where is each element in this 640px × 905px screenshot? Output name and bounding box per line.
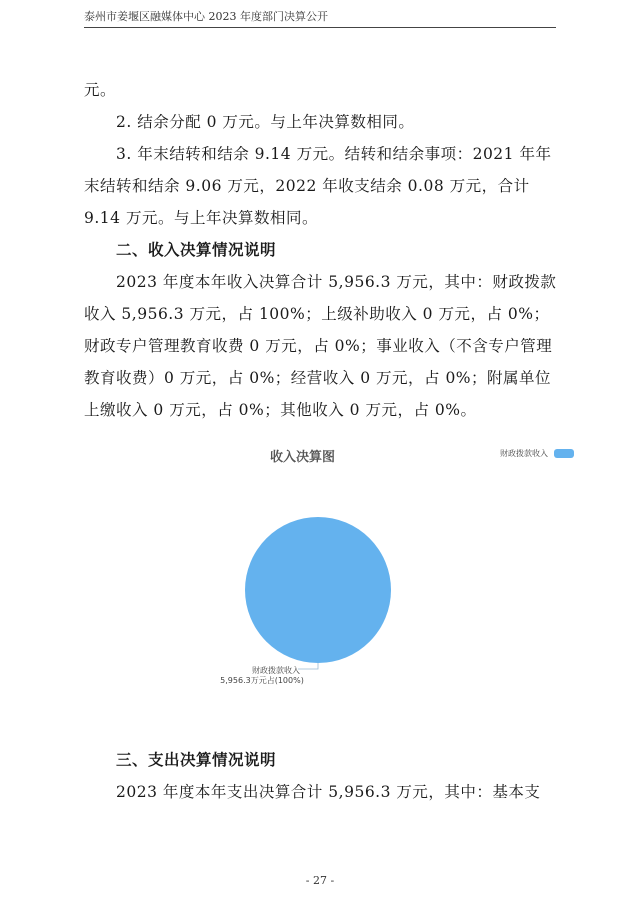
text-block-bottom xyxy=(84,744,557,808)
pie-data-label-name-0: 财政拨款收入 xyxy=(252,666,300,675)
page-number: - 27 - xyxy=(305,874,335,887)
legend-label: 财政拨款收入 xyxy=(500,449,548,458)
pie-slice-0 xyxy=(245,517,391,663)
paragraph-surplus-distribution: 2. 结余分配 0 万元。与上年决算数相同。 xyxy=(116,113,415,131)
pie-leader-line-0 xyxy=(298,663,318,669)
income-pie-chart xyxy=(84,438,584,698)
page-header: 泰州市姜堰区融媒体中心 2023 年度部门决算公开 xyxy=(84,8,556,28)
paragraph-year-end-balance: 3. 年末结转和结余 9.14 万元。结转和结余事项：2021 年年末结转和结余 9.06 万元，2022 年收支结余 0.08 万元，合计 9.14 万元。与上年决算数相同。 xyxy=(84,145,552,227)
heading-income: 二、收入决算情况说明 xyxy=(116,241,277,259)
heading-expense: 三、支出决算情况说明 xyxy=(116,751,277,769)
pie-data-label-value-0: 5,956.3万元占(100%) xyxy=(220,676,304,685)
paragraph-continuation: 元。 xyxy=(84,81,117,99)
paragraph-expense: 2023 年度本年支出决算合计 5,956.3 万元，其中：基本支 xyxy=(116,783,541,801)
chart-title: 收入决算图 xyxy=(270,450,336,465)
paragraph-income: 2023 年度本年收入决算合计 5,956.3 万元，其中：财政拨款收入 5,956.3 万元，占 100%；上级补助收入 0 万元，占 0%；财政专户管理教育收费 0 万元，占 0%；事业收入（不含专户管理教育收费）0 万元，占 0%；经营收入 0 万元，占 0%；附属单位上缴收入 0 万元，占 0%；其他收入 0 万元，占 0%。 xyxy=(84,273,557,419)
text-block-top xyxy=(84,74,557,426)
pie-svg xyxy=(84,438,584,698)
